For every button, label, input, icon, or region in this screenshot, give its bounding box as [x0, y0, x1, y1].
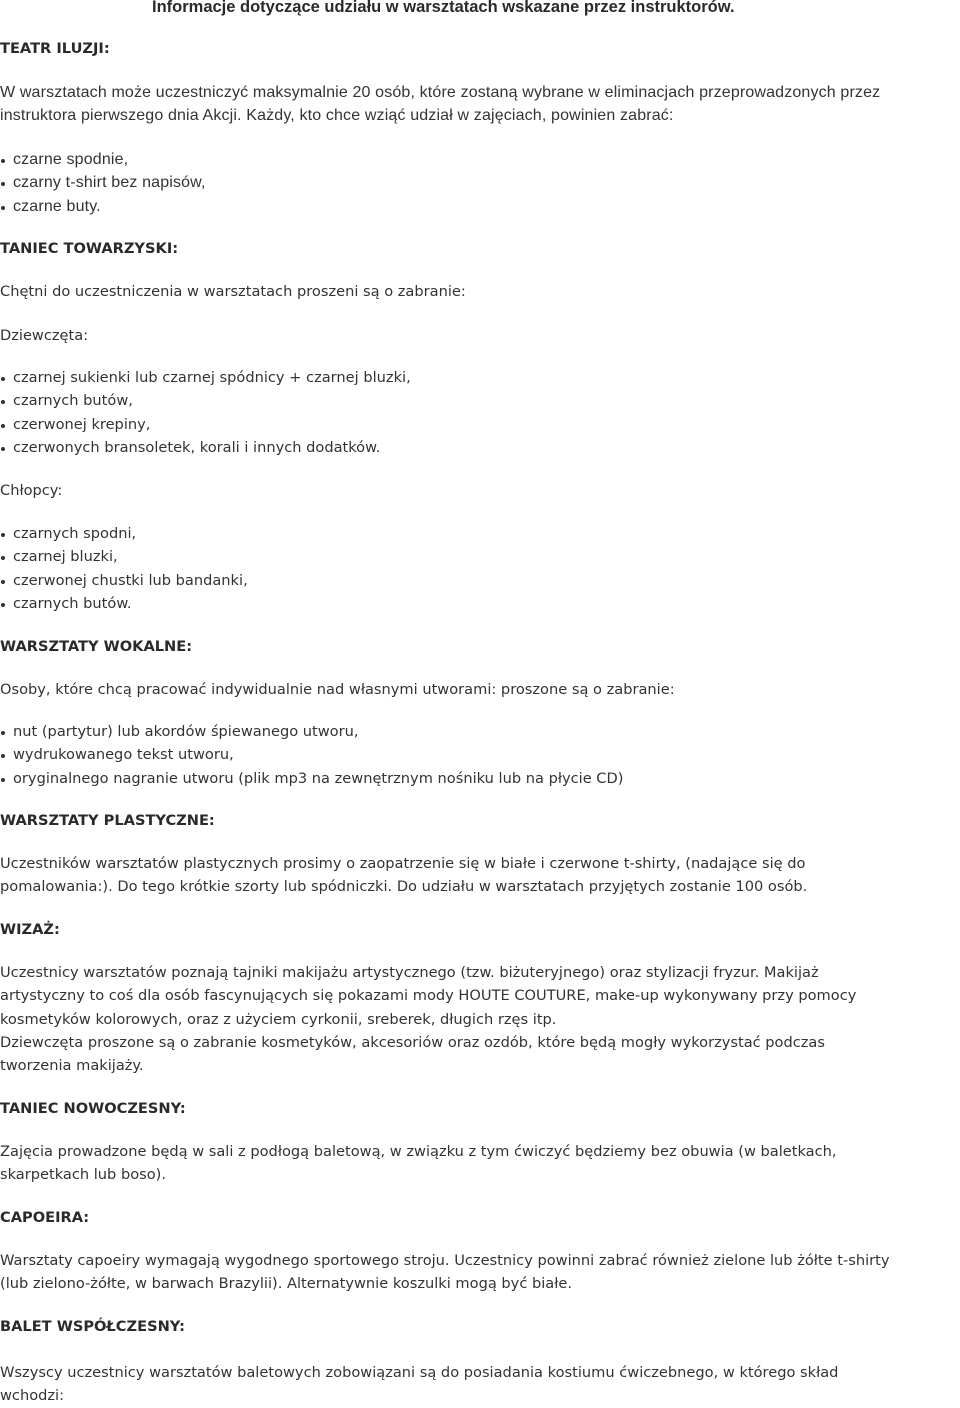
- list-item: czerwonych bransoletek, korali i innych dodatków.: [0, 436, 960, 459]
- heading-wizaz: WIZAŻ:: [0, 921, 60, 938]
- list-item: czerwonej chustki lub bandanki,: [0, 569, 960, 592]
- list-item: nut (partytur) lub akordów śpiewanego utworu,: [0, 720, 960, 743]
- paragraph-line: kosmetyków kolorowych, oraz z użyciem cyrkonii, sreberek, długich rzęs itp.: [0, 1010, 557, 1028]
- list-item: czarnych butów.: [0, 592, 960, 615]
- list-item: czarnej bluzki,: [0, 545, 960, 568]
- paragraph-line: (lub zielono-żółte, w barwach Brazylii). Alternatywnie koszulki mogą być białe.: [0, 1275, 573, 1293]
- paragraph-line: Dziewczęta proszone są o zabranie kosmetyków, akcesoriów oraz ozdób, które będą mogły wykorzystać podczas: [0, 1033, 825, 1051]
- page-title: Informacje dotyczące udziału w warsztatach wskazane przez instruktorów.: [152, 0, 735, 16]
- heading-taniec-nowoczesny: TANIEC NOWOCZESNY:: [0, 1100, 186, 1117]
- paragraph-line: tworzenia makijaży.: [0, 1057, 144, 1075]
- wizaz-paragraph: [0, 961, 960, 1077]
- boys-label: Chłopcy:: [0, 482, 63, 499]
- wokalne-list: [0, 720, 960, 790]
- capoeira-paragraph: [0, 1249, 960, 1296]
- heading-taniec-towarzyski: TANIEC TOWARZYSKI:: [0, 240, 179, 257]
- teatr-list: [0, 148, 960, 218]
- list-item: czarne spodnie,: [0, 148, 960, 171]
- list-item: wydrukowanego tekst utworu,: [0, 743, 960, 766]
- list-item: czarnych butów,: [0, 389, 960, 412]
- list-item: czarnej sukienki lub czarnej spódnicy + czarnej bluzki,: [0, 366, 960, 389]
- heading-balet-wspolczesny: BALET WSPÓŁCZESNY:: [0, 1318, 185, 1335]
- girls-label: Dziewczęta:: [0, 327, 89, 344]
- paragraph-line: Wszyscy uczestnicy warsztatów baletowych zobowiązani są do posiadania kostiumu ćwiczebnego, w którego skład: [0, 1364, 839, 1381]
- list-item: czarny t-shirt bez napisów,: [0, 171, 960, 194]
- girls-list: [0, 366, 960, 459]
- paragraph-line: W warsztatach może uczestniczyć maksymalnie 20 osób, które zostaną wybrane w eliminacjach przeprowadzonych przez: [0, 84, 881, 101]
- paragraph-line: skarpetkach lub boso).: [0, 1166, 167, 1184]
- taniec-towarzyski-intro: Chętni do uczestniczenia w warsztatach proszeni są o zabranie:: [0, 283, 466, 300]
- heading-teatr-iluzji: TEATR ILUZJI:: [0, 40, 110, 57]
- paragraph-line: pomalowania:). Do tego krótkie szorty lub spódniczki. Do udziału w warsztatach przyjętych zostanie 100 osób.: [0, 878, 808, 896]
- nowoczesny-paragraph: [0, 1140, 960, 1187]
- teatr-paragraph: [0, 81, 960, 128]
- wokalne-intro: Osoby, które chcą pracować indywidualnie nad własnymi utworami: proszone są o zabranie:: [0, 681, 675, 698]
- heading-warsztaty-plastyczne: WARSZTATY PLASTYCZNE:: [0, 812, 215, 829]
- list-item: czarnych spodni,: [0, 522, 960, 545]
- paragraph-line: instruktora pierwszego dnia Akcji. Każdy, kto chce wziąć udział w zajęciach, powinien zabrać:: [0, 107, 674, 125]
- boys-list: [0, 522, 960, 615]
- paragraph-line: Warsztaty capoeiry wymagają wygodnego sportowego stroju. Uczestnicy powinni zabrać również zielone lub żółte t-shirty: [0, 1252, 890, 1269]
- list-item: czarne buty.: [0, 195, 960, 218]
- list-item: oryginalnego nagranie utworu (plik mp3 na zewnętrznym nośniku lub na płycie CD): [0, 767, 960, 790]
- paragraph-line: Uczestnicy warsztatów poznają tajniki makijażu artystycznego (tzw. biżuteryjnego) oraz stylizacji fryzur. Makijaż: [0, 964, 819, 981]
- plastyczne-paragraph: [0, 852, 960, 899]
- paragraph-line: Zajęcia prowadzone będą w sali z podłogą baletową, w związku z tym ćwiczyć będziemy bez obuwia (w baletkach,: [0, 1143, 837, 1160]
- paragraph-line: Uczestników warsztatów plastycznych prosimy o zaopatrzenie się w białe i czerwone t-shirty, (nadające się do: [0, 855, 806, 872]
- paragraph-line: artystyczny to coś dla osób fascynujących się pokazami mody HOUTE COUTURE, make-up wykonywany przy pomocy: [0, 987, 857, 1005]
- list-item: czerwonej krepiny,: [0, 413, 960, 436]
- heading-warsztaty-wokalne: WARSZTATY WOKALNE:: [0, 638, 193, 655]
- heading-capoeira: CAPOEIRA:: [0, 1209, 90, 1226]
- balet-paragraph: [0, 1361, 960, 1408]
- paragraph-line: wchodzi:: [0, 1387, 65, 1405]
